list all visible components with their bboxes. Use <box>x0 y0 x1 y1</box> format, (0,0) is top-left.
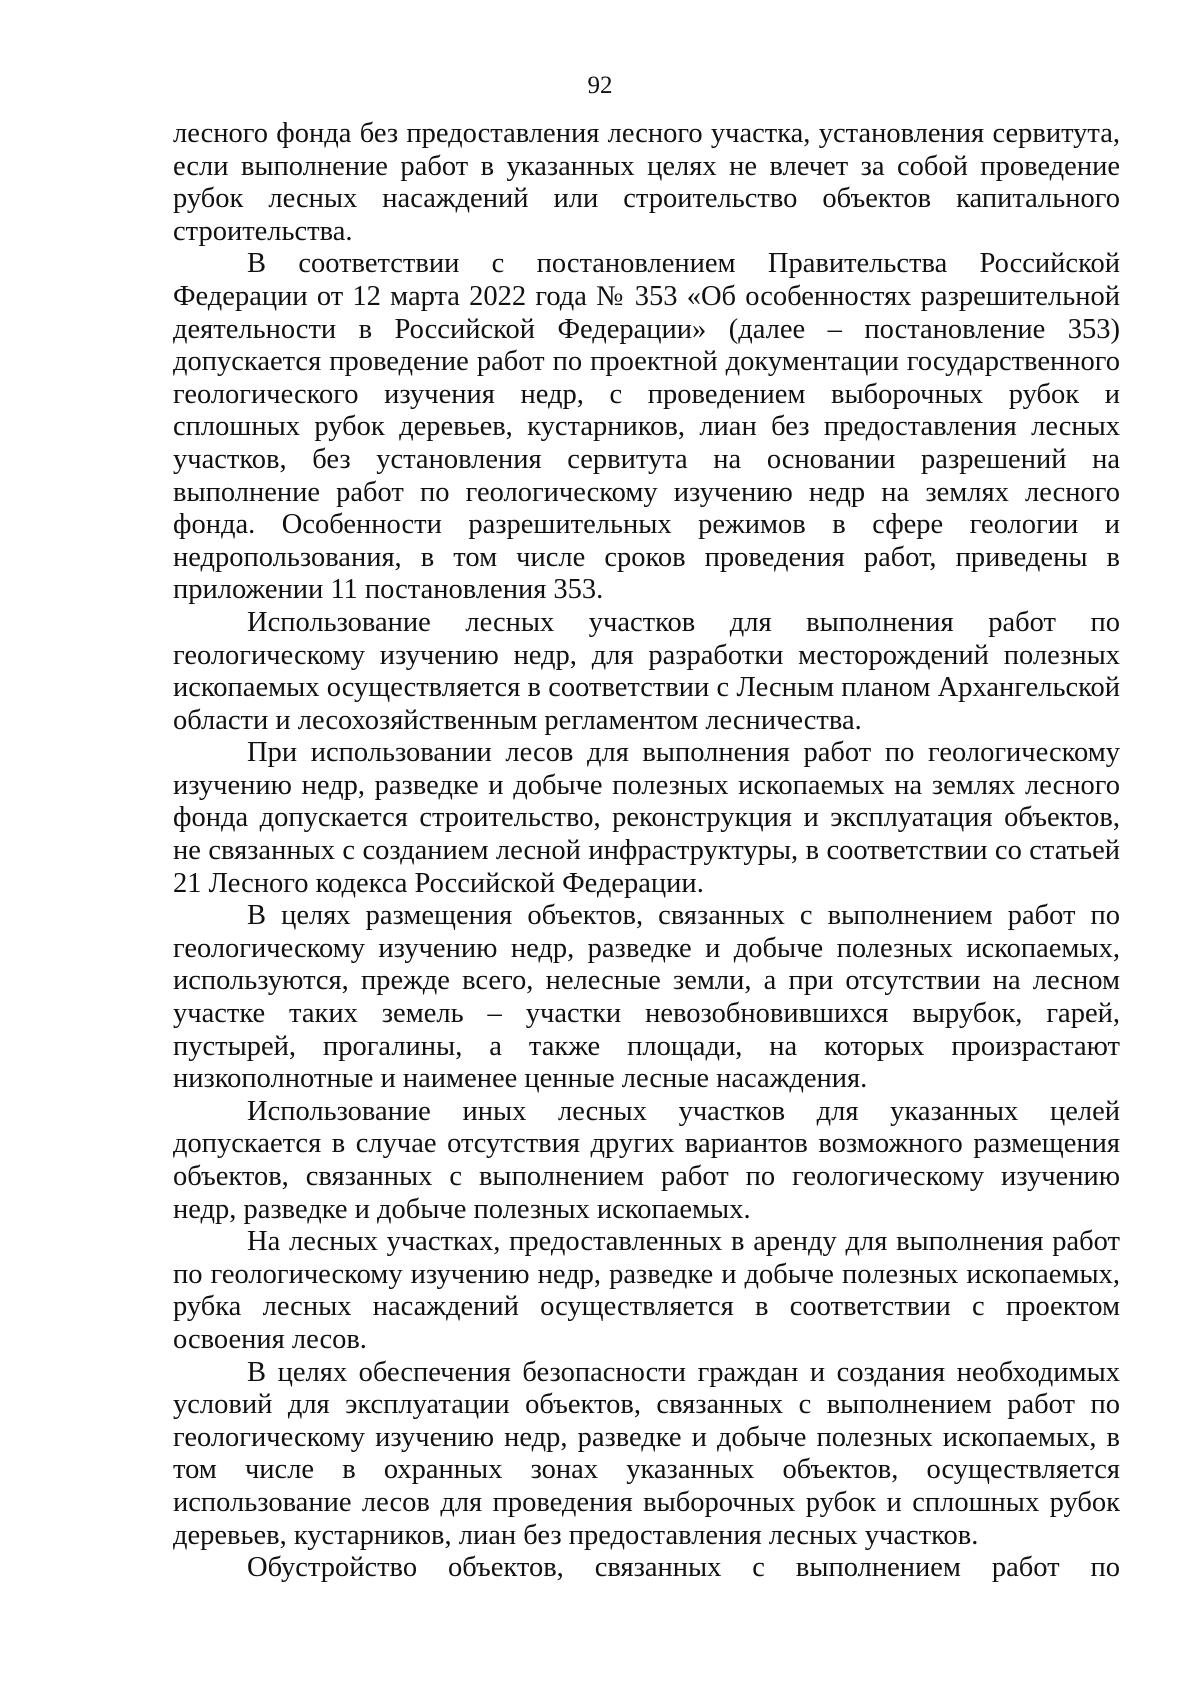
document-body <box>173 118 1120 1585</box>
paragraph-placement-priority: В целях размещения объектов, связанных с выполнением работ по геологическому изучению недр, разведке и добыче полезных ископаемых, используются, прежде всего, нелесные земли, а при отсутствии на лесном участке таких земель – участки невозобновившихся вырубок, гарей, пустырей, прогалины, а также площади, на которых произрастают низкополнотные и наименее ценные лесные насаждения. <box>173 900 1120 1095</box>
paragraph-construction-allowed: При использовании лесов для выполнения работ по геологическому изучению недр, разведке и добыче полезных ископаемых на землях лесного фонда допускается строительство, реконструкция и эксплуатация объектов, не связанных с созданием лесной инфраструктуры, в соответствии со статьей 21 Лесного кодекса Российской Федерации. <box>173 737 1120 899</box>
page-number: 92 <box>587 72 613 99</box>
paragraph-safety: В целях обеспечения безопасности граждан и создания необходимых условий для эксплуатации объектов, связанных с выполнением работ по геологическому изучению недр, разведке и добыче полезных ископаемых, в том числе в охранных зонах указанных объектов, осуществляется использование лесов для проведения выборочных рубок и сплошных рубок деревьев, кустарников, лиан без предоставления лесных участков. <box>173 1356 1120 1551</box>
paragraph-forest-plots-use: Использование лесных участков для выполнения работ по геологическому изучению недр, для разработки месторождений полезных ископаемых осуществляется в соответствии с Лесным планом Архангельской области и лесохозяйственным регламентом лесничества. <box>173 606 1120 736</box>
paragraph-continuation: лесного фонда без предоставления лесного участка, установления сервитута, если выполнение работ в указанных целях не влечет за собой проведение рубок лесных насаждений или строительство объектов капитального строительства. <box>173 118 1120 247</box>
paragraph-resolution-353: В соответствии с постановлением Правительства Российской Федерации от 12 марта 2022 года № 353 «Об особенностях разрешительной деятельности в Российской Федерации» (далее – постановление 353) допускается проведение работ по проектной документации государственного геологического изучения недр, с проведением выборочных рубок и сплошных рубок деревьев, кустарников, лиан без предоставления лесных участков, без установления сервитута на основании разрешений на выполнение работ по геологическому изучению недр на землях лесного фонда. Особенности разрешительных режимов в сфере геологии и недропользования, в том числе сроков проведения работ, приведены в приложении 11 постановления 353. <box>173 248 1120 606</box>
paragraph-other-plots: Использование иных лесных участков для указанных целей допускается в случае отсутствия других вариантов возможного размещения объектов, связанных с выполнением работ по геологическому изучению недр, разведке и добыче полезных ископаемых. <box>173 1095 1120 1225</box>
paragraph-leased-plots: На лесных участках, предоставленных в аренду для выполнения работ по геологическому изучению недр, разведке и добыче полезных ископаемых, рубка лесных насаждений осуществляется в соответствии с проектом освоения лесов. <box>173 1226 1120 1355</box>
paragraph-arrangement: Обустройство объектов, связанных с выполнением работ по <box>247 1552 1120 1584</box>
